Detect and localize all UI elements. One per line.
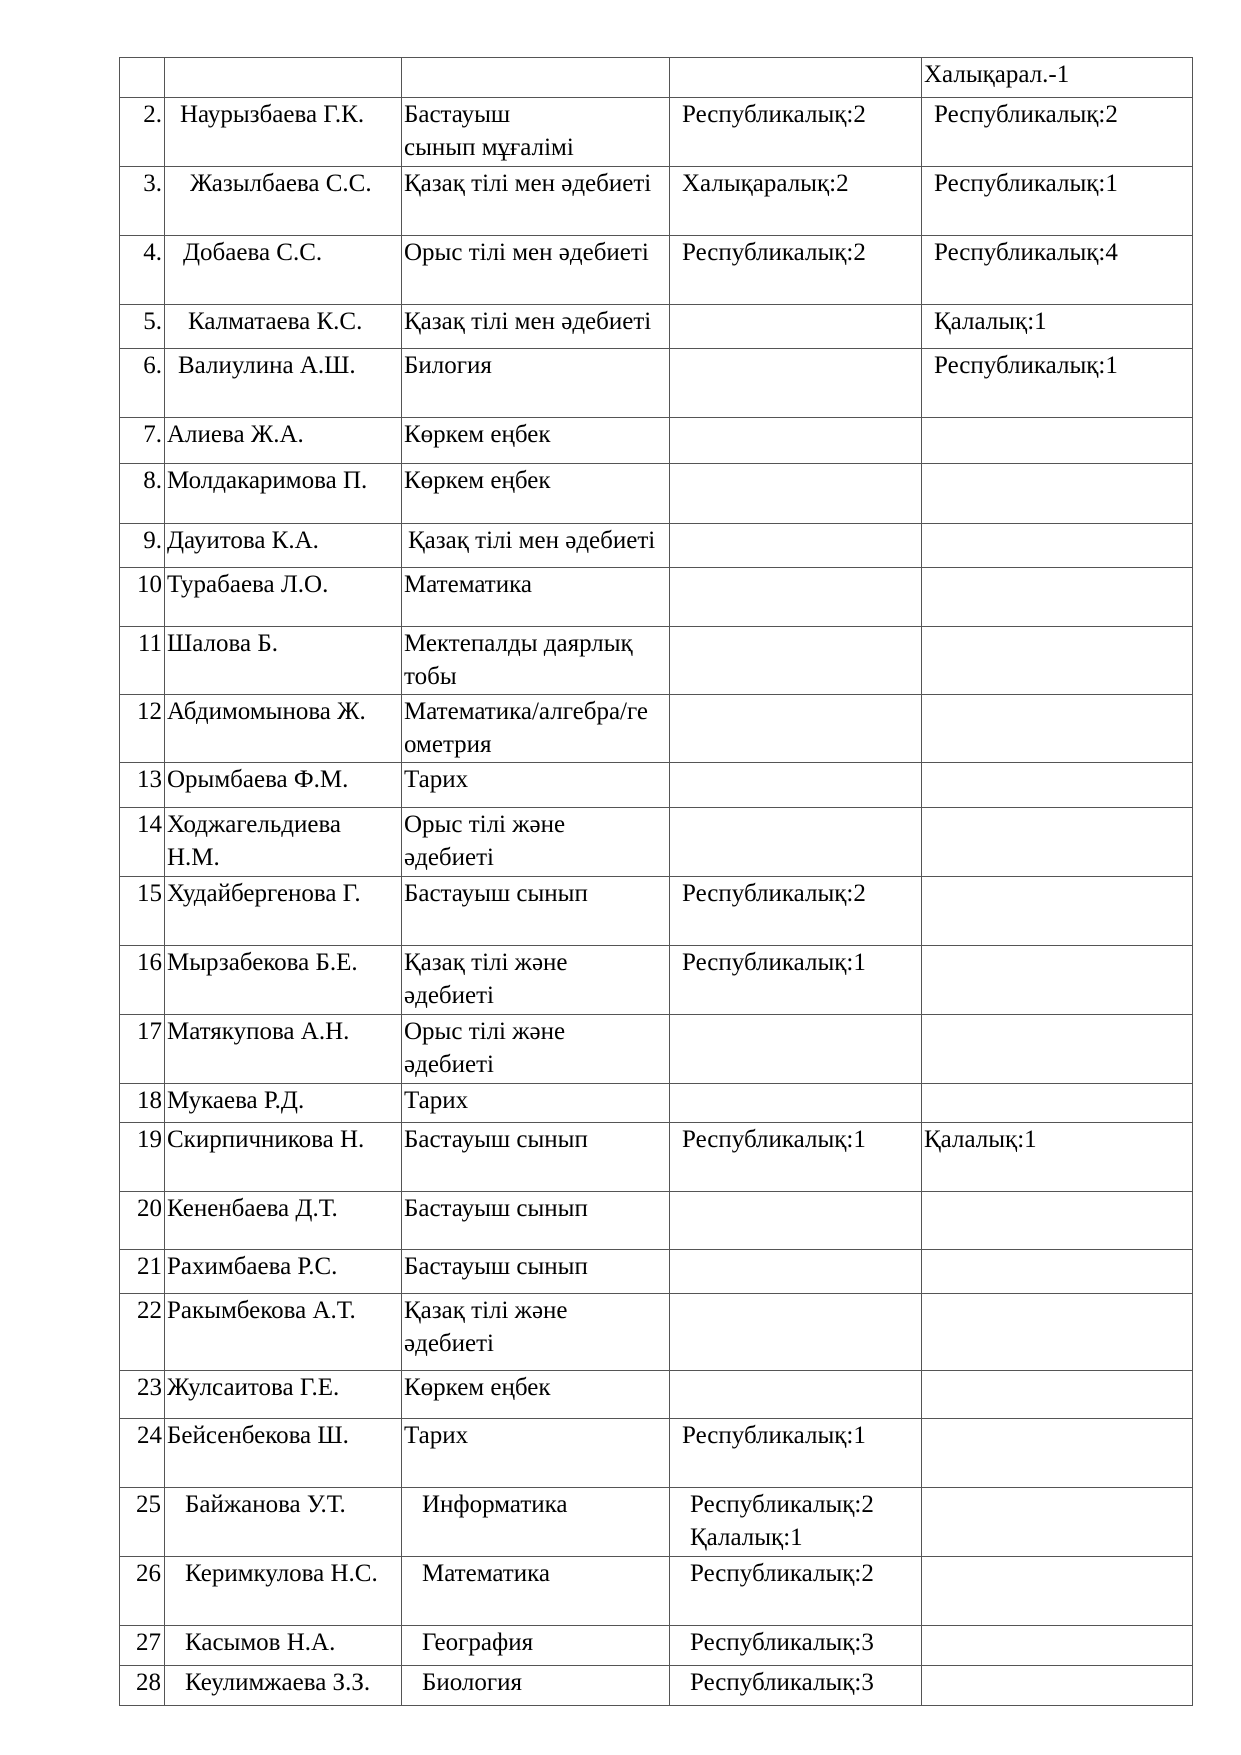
subject: Көркем еңбек	[402, 1371, 670, 1419]
teacher-name: Мырзабекова Б.Е.	[165, 946, 402, 1015]
award-level-column-4: Республикалық:2	[670, 98, 922, 167]
award-level-column-4	[670, 418, 922, 464]
award-level-column-5	[922, 464, 1193, 524]
row-number: 12	[120, 695, 165, 763]
award-level-column-5	[922, 524, 1193, 568]
award-level-column-4: Республикалық:1	[670, 1419, 922, 1488]
award-level-column-4: Халықаралық:2	[670, 167, 922, 236]
teacher-name	[165, 58, 402, 98]
row-number: 17	[120, 1015, 165, 1084]
table-row	[120, 98, 1193, 167]
subject: Қазақ тілі мен әдебиеті	[402, 524, 670, 568]
row-number: 10	[120, 568, 165, 627]
subject: Бастауыш сынып	[402, 877, 670, 946]
table-row	[120, 418, 1193, 464]
teacher-name: Дауитова К.А.	[165, 524, 402, 568]
table-row	[120, 305, 1193, 349]
subject: Биология	[402, 1666, 670, 1706]
row-number: 22	[120, 1294, 165, 1371]
teacher-name: Шалова Б.	[165, 627, 402, 695]
award-level-column-4	[670, 464, 922, 524]
row-number: 24	[120, 1419, 165, 1488]
award-level-column-5	[922, 695, 1193, 763]
teacher-name: Орымбаева Ф.М.	[165, 763, 402, 808]
table-row	[120, 568, 1193, 627]
award-level-column-4: Республикалық:1	[670, 1123, 922, 1192]
award-level-column-4: Республикалық:2 Қалалық:1	[670, 1488, 922, 1557]
award-level-column-5	[922, 808, 1193, 877]
table-row	[120, 167, 1193, 236]
table-row	[120, 1488, 1193, 1557]
award-level-column-5: Республикалық:1	[922, 349, 1193, 418]
award-level-column-5	[922, 568, 1193, 627]
row-number: 25	[120, 1488, 165, 1557]
award-level-column-5	[922, 1626, 1193, 1666]
table-row	[120, 1371, 1193, 1419]
row-number: 13	[120, 763, 165, 808]
row-number: 15	[120, 877, 165, 946]
subject: Көркем еңбек	[402, 418, 670, 464]
row-number	[120, 58, 165, 98]
teacher-name: Скирпичникова Н.	[165, 1123, 402, 1192]
table-row	[120, 1626, 1193, 1666]
table-body	[120, 58, 1193, 1706]
table-row	[120, 1666, 1193, 1706]
award-level-column-5: Қалалық:1	[922, 1123, 1193, 1192]
table-row	[120, 349, 1193, 418]
award-level-column-5	[922, 1371, 1193, 1419]
row-number: 4.	[120, 236, 165, 305]
teacher-name: Абдимомынова Ж.	[165, 695, 402, 763]
award-level-column-5	[922, 1419, 1193, 1488]
award-level-column-5	[922, 418, 1193, 464]
award-level-column-5	[922, 1250, 1193, 1294]
award-level-column-4	[670, 1084, 922, 1123]
table-row	[120, 1123, 1193, 1192]
teacher-name: Жазылбаева С.С.	[165, 167, 402, 236]
teacher-name: Турабаева Л.О.	[165, 568, 402, 627]
teacher-name: Калматаева К.С.	[165, 305, 402, 349]
teacher-name: Байжанова У.Т.	[165, 1488, 402, 1557]
award-level-column-4	[670, 808, 922, 877]
award-level-column-5: Республикалық:2	[922, 98, 1193, 167]
row-number: 18	[120, 1084, 165, 1123]
table-row	[120, 1084, 1193, 1123]
teacher-name: Алиева Ж.А.	[165, 418, 402, 464]
award-level-column-4: Республикалық:2	[670, 236, 922, 305]
row-number: 20	[120, 1192, 165, 1250]
subject: Бастауыш сынып	[402, 1250, 670, 1294]
row-number: 6.	[120, 349, 165, 418]
table-row	[120, 1192, 1193, 1250]
teacher-name: Наурызбаева Г.К.	[165, 98, 402, 167]
award-level-column-5	[922, 763, 1193, 808]
award-level-column-4: Республикалық:2	[670, 877, 922, 946]
teacher-name: Мукаева Р.Д.	[165, 1084, 402, 1123]
table-row	[120, 1294, 1193, 1371]
subject: Орыс тілі және әдебиеті	[402, 1015, 670, 1084]
teacher-name: Добаева С.С.	[165, 236, 402, 305]
row-number: 27	[120, 1626, 165, 1666]
row-number: 11	[120, 627, 165, 695]
award-level-column-5: Республикалық:1	[922, 167, 1193, 236]
subject: Мектепалды даярлық тобы	[402, 627, 670, 695]
row-number: 8.	[120, 464, 165, 524]
table-row	[120, 1557, 1193, 1626]
subject: Қазақ тілі және әдебиеті	[402, 946, 670, 1015]
teachers-table	[119, 57, 1193, 1706]
teacher-name: Худайбергенова Г.	[165, 877, 402, 946]
table-row	[120, 877, 1193, 946]
row-number: 9.	[120, 524, 165, 568]
award-level-column-5	[922, 1294, 1193, 1371]
subject: Тарих	[402, 763, 670, 808]
table-row	[120, 236, 1193, 305]
row-number: 5.	[120, 305, 165, 349]
teacher-name: Валиулина А.Ш.	[165, 349, 402, 418]
teacher-name: Рахимбаева Р.С.	[165, 1250, 402, 1294]
teacher-name: Касымов Н.А.	[165, 1626, 402, 1666]
award-level-column-4: Республикалық:3	[670, 1666, 922, 1706]
award-level-column-5	[922, 946, 1193, 1015]
award-level-column-4	[670, 524, 922, 568]
teacher-name: Кененбаева Д.Т.	[165, 1192, 402, 1250]
award-level-column-4	[670, 1192, 922, 1250]
subject: Көркем еңбек	[402, 464, 670, 524]
award-level-column-4	[670, 568, 922, 627]
award-level-column-4	[670, 627, 922, 695]
table-row	[120, 1015, 1193, 1084]
row-number: 26	[120, 1557, 165, 1626]
award-level-column-5	[922, 1015, 1193, 1084]
award-level-column-5	[922, 1084, 1193, 1123]
row-number: 19	[120, 1123, 165, 1192]
table-row	[120, 464, 1193, 524]
teacher-name: Ракымбекова А.Т.	[165, 1294, 402, 1371]
subject: Орыс тілі мен әдебиеті	[402, 236, 670, 305]
row-number: 21	[120, 1250, 165, 1294]
award-level-column-4: Республикалық:3	[670, 1626, 922, 1666]
award-level-column-5	[922, 627, 1193, 695]
table-row	[120, 1250, 1193, 1294]
table-row	[120, 808, 1193, 877]
award-level-column-4	[670, 1015, 922, 1084]
teacher-name: Бейсенбекова Ш.	[165, 1419, 402, 1488]
subject: Билогия	[402, 349, 670, 418]
award-level-column-4	[670, 763, 922, 808]
subject: Математика/алгебра/ге ометрия	[402, 695, 670, 763]
subject: Бастауыш сынып	[402, 1192, 670, 1250]
teacher-name: Кеулимжаева З.З.	[165, 1666, 402, 1706]
subject: География	[402, 1626, 670, 1666]
award-level-column-5: Республикалық:4	[922, 236, 1193, 305]
subject: Тарих	[402, 1419, 670, 1488]
table-row	[120, 524, 1193, 568]
row-number: 3.	[120, 167, 165, 236]
row-number: 14	[120, 808, 165, 877]
award-level-column-4	[670, 1371, 922, 1419]
subject: Математика	[402, 568, 670, 627]
award-level-column-4	[670, 58, 922, 98]
subject: Қазақ тілі және әдебиеті	[402, 1294, 670, 1371]
subject: Тарих	[402, 1084, 670, 1123]
award-level-column-5: Қалалық:1	[922, 305, 1193, 349]
subject: Қазақ тілі мен әдебиеті	[402, 305, 670, 349]
award-level-column-5	[922, 877, 1193, 946]
award-level-column-5: Халықарал.-1	[922, 58, 1193, 98]
award-level-column-4	[670, 1250, 922, 1294]
award-level-column-4: Республикалық:1	[670, 946, 922, 1015]
award-level-column-4: Республикалық:2	[670, 1557, 922, 1626]
teacher-name: Жулсаитова Г.Е.	[165, 1371, 402, 1419]
subject	[402, 58, 670, 98]
row-number: 28	[120, 1666, 165, 1706]
subject: Бастауыш сынып мұғалімі	[402, 98, 670, 167]
award-level-column-5	[922, 1488, 1193, 1557]
subject: Орыс тілі және әдебиеті	[402, 808, 670, 877]
award-level-column-4	[670, 349, 922, 418]
row-number: 2.	[120, 98, 165, 167]
teacher-name: Керимкулова Н.С.	[165, 1557, 402, 1626]
award-level-column-5	[922, 1557, 1193, 1626]
award-level-column-4	[670, 695, 922, 763]
teacher-name: Матякупова А.Н.	[165, 1015, 402, 1084]
table-row	[120, 695, 1193, 763]
award-level-column-4	[670, 1294, 922, 1371]
table-row	[120, 58, 1193, 98]
award-level-column-4	[670, 305, 922, 349]
table-row	[120, 946, 1193, 1015]
subject: Математика	[402, 1557, 670, 1626]
teacher-name: Молдакаримова П.	[165, 464, 402, 524]
subject: Бастауыш сынып	[402, 1123, 670, 1192]
row-number: 23	[120, 1371, 165, 1419]
award-level-column-5	[922, 1192, 1193, 1250]
table-row	[120, 627, 1193, 695]
award-level-column-5	[922, 1666, 1193, 1706]
subject: Қазақ тілі мен әдебиеті	[402, 167, 670, 236]
table-row	[120, 1419, 1193, 1488]
row-number: 16	[120, 946, 165, 1015]
teacher-name: Ходжагельдиева Н.М.	[165, 808, 402, 877]
table-row	[120, 763, 1193, 808]
subject: Информатика	[402, 1488, 670, 1557]
row-number: 7.	[120, 418, 165, 464]
